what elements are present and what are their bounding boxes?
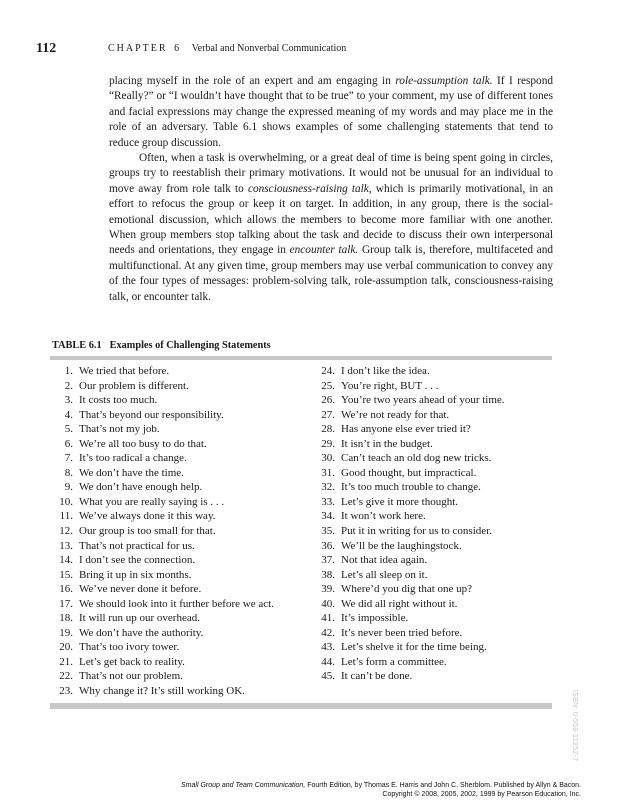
statement-text: Let’s shelve it for the time being. <box>341 641 487 654</box>
statement-text: It costs too much. <box>79 394 158 407</box>
statement-item <box>50 509 320 524</box>
statement-item <box>50 408 320 423</box>
table-caption <box>52 340 271 351</box>
statement-number: 34. <box>321 510 335 523</box>
statement-number: 1. <box>64 365 73 377</box>
statement-text: That’s too ivory tower. <box>79 641 180 654</box>
statement-text: I don’t like the idea. <box>341 365 430 377</box>
statement-item <box>50 393 320 408</box>
statement-item <box>312 553 552 568</box>
statement-text: Where’d you dig that one up? <box>341 583 473 596</box>
statement-text: It will run up our overhead. <box>79 612 200 625</box>
statement-number: 8. <box>64 466 73 479</box>
statement-text: We should look into it further before we act. <box>79 597 274 610</box>
statement-item <box>50 451 320 466</box>
statement-item <box>312 611 552 626</box>
statement-item <box>312 669 552 684</box>
statement-text: Can’t teach an old dog new tricks. <box>341 452 492 465</box>
table-label: TABLE 6.1 <box>52 340 102 351</box>
statement-item <box>312 568 552 583</box>
statement-text: We’re not ready for that. <box>341 408 450 421</box>
term-role-assumption-talk: role-assumption talk. <box>395 75 493 87</box>
statement-item <box>312 408 552 423</box>
statement-number: 22. <box>59 670 73 683</box>
statement-text: What you are really saying is . . . <box>79 495 225 508</box>
statement-number: 35. <box>321 525 335 538</box>
statement-text: That’s not practical for us. <box>79 539 195 552</box>
statement-item <box>50 655 320 670</box>
statement-number: 25. <box>321 379 335 392</box>
statement-number: 36. <box>321 539 335 552</box>
statement-number: 33. <box>321 495 335 508</box>
statement-text: It’s too radical a change. <box>79 452 187 465</box>
footer-line-1: Small Group and Team Communication, Fourth Edition, by Thomas E. Harris and John C. Sherblom. Published by Allyn & Bacon. <box>181 782 581 789</box>
statement-item <box>312 437 552 452</box>
statement-item <box>50 539 320 554</box>
statement-text: It’s never been tried before. <box>341 626 463 639</box>
body-text <box>109 74 553 305</box>
statement-item <box>312 582 552 597</box>
statement-number: 38. <box>321 568 335 581</box>
statement-item <box>312 495 552 510</box>
table-right-column <box>312 364 552 684</box>
statement-number: 7. <box>64 452 73 465</box>
statement-number: 45. <box>321 670 335 683</box>
statement-text: We tried that before. <box>79 365 170 377</box>
running-header <box>36 41 596 57</box>
statement-text: It’s too much trouble to change. <box>341 481 481 494</box>
statement-item <box>50 466 320 481</box>
statement-text: It can’t be done. <box>341 670 413 683</box>
statement-text: We did all right without it. <box>341 597 458 610</box>
statement-text: Has anyone else ever tried it? <box>341 423 471 436</box>
statement-item <box>50 422 320 437</box>
statement-number: 14. <box>59 554 73 567</box>
copyright-footer <box>181 781 581 799</box>
statement-number: 11. <box>59 510 73 523</box>
statement-number: 41. <box>321 612 335 625</box>
statement-number: 31. <box>321 466 335 479</box>
statement-text: We’ll be the laughingstock. <box>341 539 462 552</box>
statement-text: I don’t see the connection. <box>79 554 196 567</box>
statement-text: Not that idea again. <box>341 554 428 567</box>
statement-text: You’re two years ahead of your time. <box>341 394 505 407</box>
statement-text: Our problem is different. <box>79 379 189 392</box>
statement-number: 9. <box>64 481 73 494</box>
table-bottom-rule <box>50 703 552 709</box>
statement-item <box>50 437 320 452</box>
statement-item <box>50 626 320 641</box>
statement-item <box>312 655 552 670</box>
statement-number: 26. <box>321 394 335 407</box>
statement-item <box>50 640 320 655</box>
statement-number: 19. <box>59 626 73 639</box>
statement-text: Let’s get back to reality. <box>79 655 185 668</box>
statement-item <box>312 364 552 379</box>
table-title: Examples of Challenging Statements <box>109 340 271 351</box>
statement-item <box>312 451 552 466</box>
statement-item <box>312 379 552 394</box>
statement-item <box>50 669 320 684</box>
statement-number: 24. <box>321 365 335 377</box>
statement-text: That’s not my job. <box>79 423 160 436</box>
statement-item <box>50 611 320 626</box>
statement-item <box>312 640 552 655</box>
statement-number: 21. <box>59 655 73 668</box>
statement-text: Let’s give it more thought. <box>341 495 459 508</box>
statement-number: 17. <box>59 597 73 610</box>
statement-text: We don’t have the time. <box>79 466 184 479</box>
statement-number: 29. <box>321 437 335 450</box>
statement-number: 16. <box>59 583 73 596</box>
statement-item <box>50 684 320 699</box>
statement-number: 10. <box>59 495 73 508</box>
statement-text: Why change it? It’s still working OK. <box>79 685 245 698</box>
table-left-column <box>50 364 320 699</box>
statement-item <box>312 539 552 554</box>
statement-text: It isn’t in the budget. <box>341 437 433 450</box>
statement-number: 15. <box>59 568 73 581</box>
statement-number: 4. <box>64 408 73 421</box>
statement-text: Bring it up in six months. <box>79 568 192 581</box>
statement-text: We’ve never done it before. <box>79 583 202 596</box>
statement-text: We don’t have the authority. <box>79 626 204 639</box>
term-encounter-talk: encounter talk. <box>289 244 359 257</box>
footer-book-title: Small Group and Team Communication, <box>181 782 306 789</box>
paragraph-2: Often, when a task is overwhelming, or a great deal of time is being spent going in circles, groups try to reestablish their primary motivations. It would not be unusual for an individual to move away from role talk to consciousness-raising talk, which is primarily motivational, in an effort to refocus the group or keep it on target. In addition, in any group, there is the social-emotional discussion, which allows the members to become more familiar with one another. When group members stop talking about the task and decide to discuss their own interpersonal needs and orientations, they engage in encounter talk. Group talk is, therefore, multifaceted and multifunctional. At any given time, group members may use verbal communication to convey any of the four types of messages: problem-solving talk, role-assumption talk, consciousness-raising talk, or encounter talk. <box>109 152 553 303</box>
statement-text: Our group is too small for that. <box>79 525 216 538</box>
statement-item <box>50 524 320 539</box>
statement-number: 28. <box>321 423 335 436</box>
statement-text: That’s beyond our responsibility. <box>79 408 224 421</box>
statement-item <box>50 495 320 510</box>
footer-line-2: Copyright © 2008, 2005, 2002, 1999 by Pearson Education, Inc. <box>382 791 581 798</box>
paragraph-1: placing myself in the role of an expert and am engaging in role-assumption talk. If I respond “Really?” or “I wouldn’t have thought that to be true” to your comment, my use of different tones and facial expressions may change the expressed meaning of my words and may place me in the role of an adversary. Table 6.1 shows examples of some challenging statements that tend to reduce group discussion. <box>109 75 554 149</box>
chapter-title: Verbal and Nonverbal Communication <box>191 43 347 54</box>
statement-number: 12. <box>59 525 73 538</box>
term-consciousness-raising-talk: consciousness-raising talk, <box>247 182 372 195</box>
statement-item <box>312 524 552 539</box>
statement-text: Let’s form a committee. <box>341 655 447 668</box>
statement-item <box>50 364 320 379</box>
statement-text: We’ve always done it this way. <box>79 510 216 523</box>
statement-item <box>312 480 552 495</box>
statement-item <box>312 422 552 437</box>
statement-text: It won’t work here. <box>341 510 426 523</box>
statement-text: Put it in writing for us to consider. <box>341 525 492 538</box>
statement-number: 20. <box>59 641 73 654</box>
statement-number: 42. <box>321 626 335 639</box>
statement-number: 27. <box>321 408 335 421</box>
statement-number: 13. <box>59 539 73 552</box>
statement-number: 40. <box>321 597 335 610</box>
statement-text: You’re right, BUT . . . <box>341 379 439 392</box>
statement-item <box>50 597 320 612</box>
statement-number: 3. <box>64 394 73 407</box>
page-number: 112 <box>36 41 57 56</box>
statement-number: 23. <box>59 685 73 698</box>
statement-item <box>312 393 552 408</box>
table-top-rule <box>50 356 552 360</box>
statement-number: 39. <box>321 583 335 596</box>
statement-item <box>50 480 320 495</box>
statement-item <box>50 553 320 568</box>
statement-text: We don’t have enough help. <box>79 481 203 494</box>
statement-number: 2. <box>64 379 73 392</box>
statement-item <box>50 568 320 583</box>
statement-number: 5. <box>64 423 73 436</box>
statement-item <box>312 509 552 524</box>
statement-number: 6. <box>64 437 73 450</box>
statement-text: Good thought, but impractical. <box>341 466 477 479</box>
statement-text: That’s not our problem. <box>79 670 183 683</box>
statement-number: 43. <box>321 641 335 654</box>
chapter-label: CHAPTER <box>108 43 168 54</box>
statement-number: 37. <box>321 554 335 567</box>
statement-item <box>50 582 320 597</box>
statement-text: We’re all too busy to do that. <box>79 437 207 450</box>
statement-item <box>312 466 552 481</box>
statement-item <box>50 379 320 394</box>
isbn-watermark: ISBN: 0-558-11252-7 <box>571 690 578 762</box>
statement-number: 44. <box>321 655 335 668</box>
chapter-number: 6 <box>174 43 180 54</box>
statement-item <box>312 626 552 641</box>
statement-text: Let’s all sleep on it. <box>341 568 428 581</box>
statement-item <box>312 597 552 612</box>
statement-text: It’s impossible. <box>341 612 409 625</box>
statement-number: 18. <box>59 612 73 625</box>
chapter-heading <box>108 43 346 54</box>
statement-number: 30. <box>321 452 335 465</box>
statement-number: 32. <box>321 481 335 494</box>
